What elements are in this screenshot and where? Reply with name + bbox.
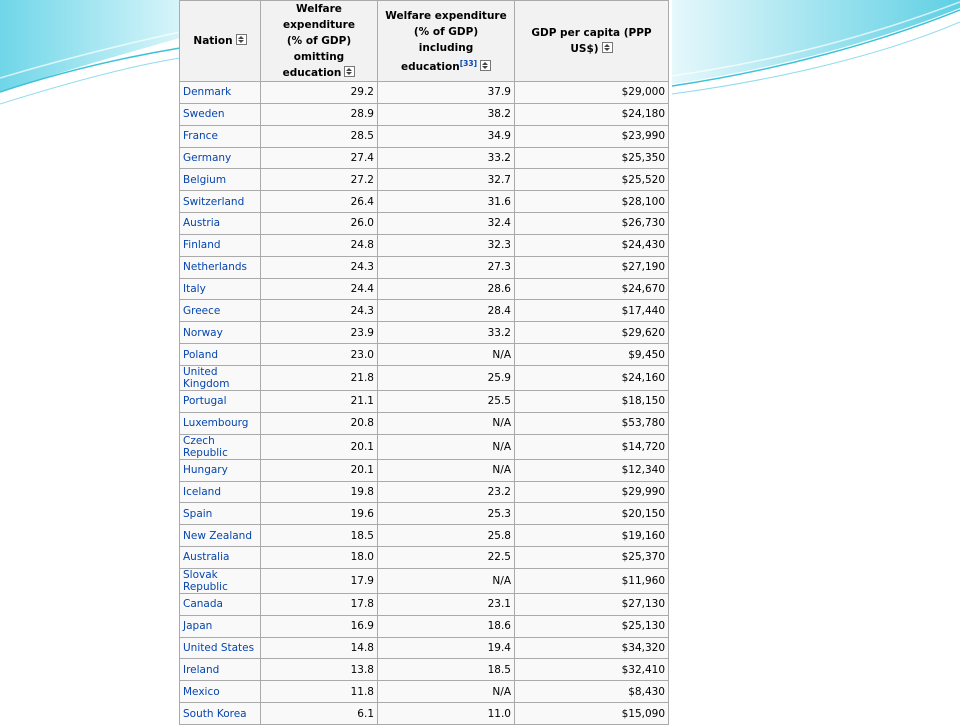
welfare-including-cell: 25.5 xyxy=(378,390,515,412)
welfare-omitting-cell: 27.4 xyxy=(261,147,378,169)
welfare-including-cell: N/A xyxy=(378,459,515,481)
nation-link[interactable]: Australia xyxy=(183,551,230,564)
table-body xyxy=(180,82,669,725)
table-row xyxy=(180,278,669,300)
welfare-table xyxy=(179,0,669,725)
table-row xyxy=(180,434,669,459)
nation-cell xyxy=(180,234,261,256)
column-header-nation[interactable] xyxy=(180,1,261,82)
nation-link[interactable]: Germany xyxy=(183,151,232,164)
table-row xyxy=(180,637,669,659)
nation-cell xyxy=(180,503,261,525)
welfare-including-cell: 27.3 xyxy=(378,256,515,278)
gdp-cell: $15,090 xyxy=(515,703,669,725)
column-header-label: omitting education xyxy=(282,51,345,79)
welfare-including-cell: 28.6 xyxy=(378,278,515,300)
gdp-cell: $24,160 xyxy=(515,365,669,390)
welfare-including-cell: 11.0 xyxy=(378,703,515,725)
gdp-cell: $17,440 xyxy=(515,300,669,322)
nation-link[interactable]: Mexico xyxy=(183,685,220,698)
welfare-including-cell: N/A xyxy=(378,434,515,459)
welfare-including-cell: 23.1 xyxy=(378,593,515,615)
gdp-cell: $29,990 xyxy=(515,481,669,503)
table-row xyxy=(180,191,669,213)
nation-link[interactable]: Ireland xyxy=(183,663,220,676)
column-header-label: GDP per capita (PPP US$) xyxy=(531,27,652,55)
welfare-omitting-cell: 14.8 xyxy=(261,637,378,659)
welfare-including-cell: 23.2 xyxy=(378,481,515,503)
table-row xyxy=(180,547,669,569)
welfare-omitting-cell: 11.8 xyxy=(261,681,378,703)
table-row xyxy=(180,213,669,235)
nation-cell xyxy=(180,256,261,278)
gdp-cell: $32,410 xyxy=(515,659,669,681)
nation-link[interactable]: Belgium xyxy=(183,173,227,186)
gdp-cell: $29,000 xyxy=(515,82,669,104)
nation-link[interactable]: Japan xyxy=(183,620,213,633)
gdp-cell: $19,160 xyxy=(515,525,669,547)
welfare-including-cell: 31.6 xyxy=(378,191,515,213)
welfare-omitting-cell: 17.9 xyxy=(261,568,378,593)
nation-link[interactable]: Portugal xyxy=(183,395,227,408)
nation-link[interactable]: Spain xyxy=(183,507,213,520)
table-row xyxy=(180,365,669,390)
table-row xyxy=(180,390,669,412)
welfare-including-cell: 33.2 xyxy=(378,322,515,344)
gdp-cell: $14,720 xyxy=(515,434,669,459)
nation-link[interactable]: Hungary xyxy=(183,464,228,477)
welfare-omitting-cell: 23.9 xyxy=(261,322,378,344)
nation-link[interactable]: Norway xyxy=(183,326,223,339)
nation-link[interactable]: Czech Republic xyxy=(183,434,228,459)
nation-link[interactable]: Canada xyxy=(183,598,223,611)
gdp-cell: $28,100 xyxy=(515,191,669,213)
gdp-cell: $24,430 xyxy=(515,234,669,256)
nation-cell xyxy=(180,390,261,412)
welfare-omitting-cell: 28.9 xyxy=(261,103,378,125)
nation-cell xyxy=(180,703,261,725)
welfare-omitting-cell: 19.8 xyxy=(261,481,378,503)
nation-cell xyxy=(180,322,261,344)
nation-cell xyxy=(180,659,261,681)
welfare-including-cell: 25.8 xyxy=(378,525,515,547)
gdp-cell: $18,150 xyxy=(515,390,669,412)
column-header-label: including education xyxy=(400,41,474,73)
column-header-label: Welfare expenditure xyxy=(385,9,507,22)
sort-icon[interactable] xyxy=(602,42,613,53)
welfare-omitting-cell: 21.8 xyxy=(261,365,378,390)
welfare-omitting-cell: 20.1 xyxy=(261,459,378,481)
welfare-omitting-cell: 26.4 xyxy=(261,191,378,213)
welfare-including-cell: 32.4 xyxy=(378,213,515,235)
nation-cell xyxy=(180,525,261,547)
nation-link[interactable]: Austria xyxy=(183,217,221,230)
nation-cell xyxy=(180,169,261,191)
welfare-omitting-cell: 6.1 xyxy=(261,703,378,725)
reference-link[interactable]: [33] xyxy=(459,58,478,68)
nation-cell xyxy=(180,191,261,213)
welfare-including-cell: 33.2 xyxy=(378,147,515,169)
sort-icon[interactable] xyxy=(480,60,491,71)
welfare-omitting-cell: 20.1 xyxy=(261,434,378,459)
gdp-cell: $25,370 xyxy=(515,547,669,569)
nation-cell xyxy=(180,278,261,300)
welfare-including-cell: 25.9 xyxy=(378,365,515,390)
right-wave xyxy=(672,0,960,84)
welfare-omitting-cell: 29.2 xyxy=(261,82,378,104)
table-row xyxy=(180,459,669,481)
gdp-cell: $34,320 xyxy=(515,637,669,659)
table-row xyxy=(180,103,669,125)
table-row xyxy=(180,481,669,503)
table-row xyxy=(180,344,669,366)
welfare-including-cell: 34.9 xyxy=(378,125,515,147)
nation-link[interactable]: Slovak Republic xyxy=(183,568,228,593)
gdp-cell: $9,450 xyxy=(515,344,669,366)
nation-link[interactable]: United Kingdom xyxy=(183,365,230,390)
nation-cell xyxy=(180,481,261,503)
nation-cell xyxy=(180,615,261,637)
nation-cell xyxy=(180,681,261,703)
welfare-including-cell: 18.5 xyxy=(378,659,515,681)
welfare-omitting-cell: 21.1 xyxy=(261,390,378,412)
gdp-cell: $24,670 xyxy=(515,278,669,300)
gdp-cell: $26,730 xyxy=(515,213,669,235)
nation-cell xyxy=(180,344,261,366)
nation-cell xyxy=(180,412,261,434)
welfare-omitting-cell: 17.8 xyxy=(261,593,378,615)
sort-icon[interactable] xyxy=(344,66,355,77)
column-header-label: Welfare expenditure xyxy=(283,3,355,31)
table-row xyxy=(180,300,669,322)
column-header-welfare-omitting[interactable] xyxy=(261,1,378,82)
welfare-omitting-cell: 18.5 xyxy=(261,525,378,547)
gdp-cell: $27,130 xyxy=(515,593,669,615)
column-header-label: (% of GDP) xyxy=(413,25,479,38)
welfare-including-cell: 18.6 xyxy=(378,615,515,637)
nation-cell xyxy=(180,125,261,147)
gdp-cell: $20,150 xyxy=(515,503,669,525)
welfare-omitting-cell: 16.9 xyxy=(261,615,378,637)
column-header-welfare-including[interactable] xyxy=(378,1,515,82)
table-row xyxy=(180,568,669,593)
gdp-cell: $25,520 xyxy=(515,169,669,191)
welfare-including-cell: 32.3 xyxy=(378,234,515,256)
nation-link[interactable]: Poland xyxy=(183,348,219,361)
nation-cell xyxy=(180,365,261,390)
nation-cell xyxy=(180,459,261,481)
welfare-omitting-cell: 13.8 xyxy=(261,659,378,681)
nation-cell xyxy=(180,637,261,659)
welfare-omitting-cell: 18.0 xyxy=(261,547,378,569)
nation-cell xyxy=(180,103,261,125)
gdp-cell: $53,780 xyxy=(515,412,669,434)
nation-cell xyxy=(180,547,261,569)
table-row xyxy=(180,593,669,615)
gdp-cell: $24,180 xyxy=(515,103,669,125)
nation-link[interactable]: Sweden xyxy=(183,108,225,121)
welfare-omitting-cell: 24.4 xyxy=(261,278,378,300)
table-row xyxy=(180,169,669,191)
sort-icon[interactable] xyxy=(236,34,247,45)
nation-link[interactable]: Greece xyxy=(183,304,221,317)
welfare-including-cell: 37.9 xyxy=(378,82,515,104)
welfare-including-cell: 32.7 xyxy=(378,169,515,191)
welfare-omitting-cell: 19.6 xyxy=(261,503,378,525)
welfare-including-cell: 28.4 xyxy=(378,300,515,322)
table-row xyxy=(180,234,669,256)
welfare-omitting-cell: 26.0 xyxy=(261,213,378,235)
welfare-including-cell: N/A xyxy=(378,681,515,703)
nation-link[interactable]: Luxembourg xyxy=(183,417,249,430)
nation-link[interactable]: South Korea xyxy=(183,707,247,720)
welfare-including-cell: N/A xyxy=(378,412,515,434)
gdp-cell: $8,430 xyxy=(515,681,669,703)
welfare-omitting-cell: 24.3 xyxy=(261,256,378,278)
welfare-including-cell: 22.5 xyxy=(378,547,515,569)
gdp-cell: $11,960 xyxy=(515,568,669,593)
gdp-cell: $27,190 xyxy=(515,256,669,278)
table-row xyxy=(180,147,669,169)
table-row xyxy=(180,503,669,525)
nation-cell xyxy=(180,147,261,169)
table-row xyxy=(180,412,669,434)
welfare-omitting-cell: 24.3 xyxy=(261,300,378,322)
nation-link[interactable]: Iceland xyxy=(183,485,222,498)
column-header-gdp[interactable] xyxy=(515,1,669,82)
gdp-cell: $23,990 xyxy=(515,125,669,147)
gdp-cell: $25,350 xyxy=(515,147,669,169)
nation-cell xyxy=(180,300,261,322)
nation-link[interactable]: Switzerland xyxy=(183,195,245,208)
welfare-including-cell: N/A xyxy=(378,568,515,593)
table-row xyxy=(180,256,669,278)
nation-link[interactable]: Denmark xyxy=(183,86,232,99)
nation-link[interactable]: United States xyxy=(183,641,255,654)
welfare-omitting-cell: 20.8 xyxy=(261,412,378,434)
welfare-omitting-cell: 23.0 xyxy=(261,344,378,366)
welfare-omitting-cell: 24.8 xyxy=(261,234,378,256)
table-row xyxy=(180,125,669,147)
nation-cell xyxy=(180,568,261,593)
nation-cell xyxy=(180,434,261,459)
nation-cell xyxy=(180,213,261,235)
table-row xyxy=(180,615,669,637)
welfare-including-cell: 38.2 xyxy=(378,103,515,125)
welfare-omitting-cell: 28.5 xyxy=(261,125,378,147)
gdp-cell: $29,620 xyxy=(515,322,669,344)
nation-link[interactable]: New Zealand xyxy=(183,529,252,542)
gdp-cell: $12,340 xyxy=(515,459,669,481)
table-row xyxy=(180,659,669,681)
welfare-including-cell: N/A xyxy=(378,344,515,366)
table-header-row xyxy=(180,1,669,82)
nation-link[interactable]: Finland xyxy=(183,239,221,252)
table-row xyxy=(180,82,669,104)
nation-cell xyxy=(180,82,261,104)
welfare-omitting-cell: 27.2 xyxy=(261,169,378,191)
nation-link[interactable]: Netherlands xyxy=(183,261,248,274)
nation-cell xyxy=(180,593,261,615)
table-row xyxy=(180,681,669,703)
table-row xyxy=(180,703,669,725)
nation-link[interactable]: Italy xyxy=(183,283,206,296)
nation-link[interactable]: France xyxy=(183,130,218,143)
column-header-label: Nation xyxy=(193,35,233,47)
welfare-including-cell: 19.4 xyxy=(378,637,515,659)
gdp-cell: $25,130 xyxy=(515,615,669,637)
table-row xyxy=(180,322,669,344)
welfare-including-cell: 25.3 xyxy=(378,503,515,525)
column-header-label: (% of GDP) xyxy=(286,35,352,47)
table-row xyxy=(180,525,669,547)
